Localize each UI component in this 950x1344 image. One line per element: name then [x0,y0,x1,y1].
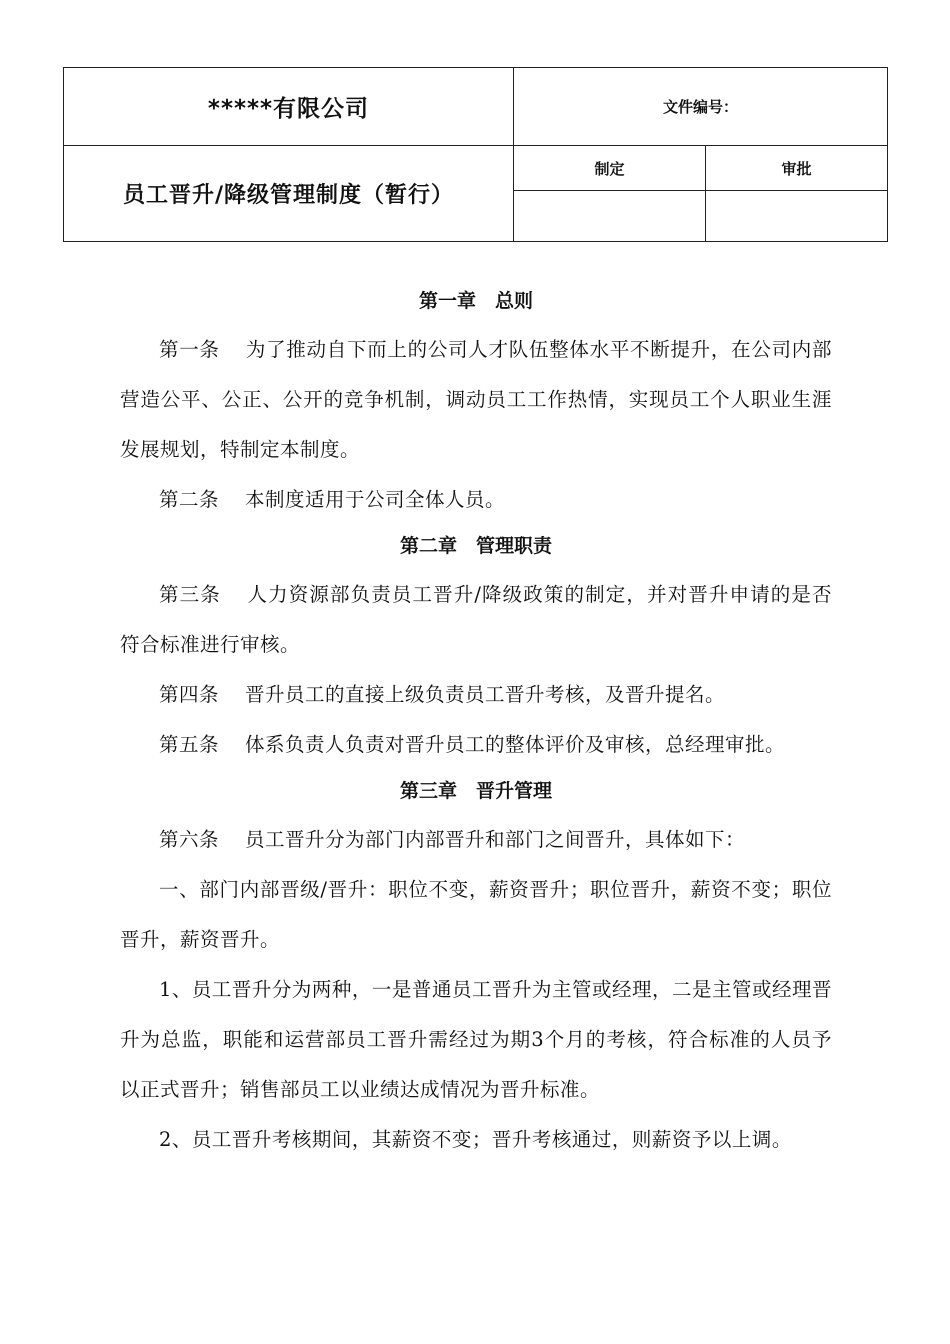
document-header-table [63,67,888,242]
article-1-text: 为了推动自下而上的公司人才队伍整体水平不断提升，在公司内部营造公平、公正、公开的竞争机制，调动员工工作热情，实现员工个人职业生涯发展规划，特制定本制度。 [120,338,832,461]
approved-label: 审批 [706,146,888,191]
article-1-number: 第一条 [159,338,220,361]
section-internal-promotion: 一、部门内部晋级/晋升：职位不变，薪资晋升；职位晋升，薪资不变；职位晋升，薪资晋升。 [120,878,832,951]
document-body [120,280,832,1165]
article-4 [120,670,832,720]
article-5-number: 第五条 [159,733,220,756]
policy-title: 员工晋升/降级管理制度（暂行） [64,146,514,242]
article-6-number: 第六条 [159,828,220,851]
article-5 [120,720,832,770]
company-name: *****有限公司 [64,68,514,146]
article-5-text: 体系负责人负责对晋升员工的整体评价及审核，总经理审批。 [245,733,786,756]
approved-value-cell [706,191,888,242]
chapter-2-title: 第二章 管理职责 [399,535,552,557]
article-2-text: 本制度适用于公司全体人员。 [245,488,506,511]
chapter-1-title: 第一章 总则 [418,290,533,312]
chapter-3-title: 第三章 晋升管理 [399,780,552,802]
article-1 [120,325,832,475]
article-2 [120,475,832,525]
article-6-text: 员工晋升分为部门内部晋升和部门之间晋升，具体如下： [245,828,746,851]
prepared-label: 制定 [514,146,706,191]
article-3 [120,570,832,670]
article-6 [120,815,832,865]
prepared-value-cell [514,191,706,242]
document-number-label: 文件编号： [514,68,888,146]
clause-2: 2、员工晋升考核期间，其薪资不变；晋升考核通过，则薪资予以上调。 [159,1128,792,1151]
article-4-text: 晋升员工的直接上级负责员工晋升考核，及晋升提名。 [245,683,726,706]
clause-1: 1、员工晋升分为两种，一是普通员工晋升为主管或经理，二是主管或经理晋升为总监，职能和运营部员工晋升需经过为期3个月的考核，符合标准的人员予以正式晋升；销售部员工以业绩达成情况为晋升标准。 [120,978,832,1101]
article-3-number: 第三条 [159,583,221,606]
article-3-text: 人力资源部负责员工晋升/降级政策的制定，并对晋升申请的是否符合标准进行审核。 [120,583,832,656]
article-2-number: 第二条 [159,488,220,511]
article-4-number: 第四条 [159,683,220,706]
